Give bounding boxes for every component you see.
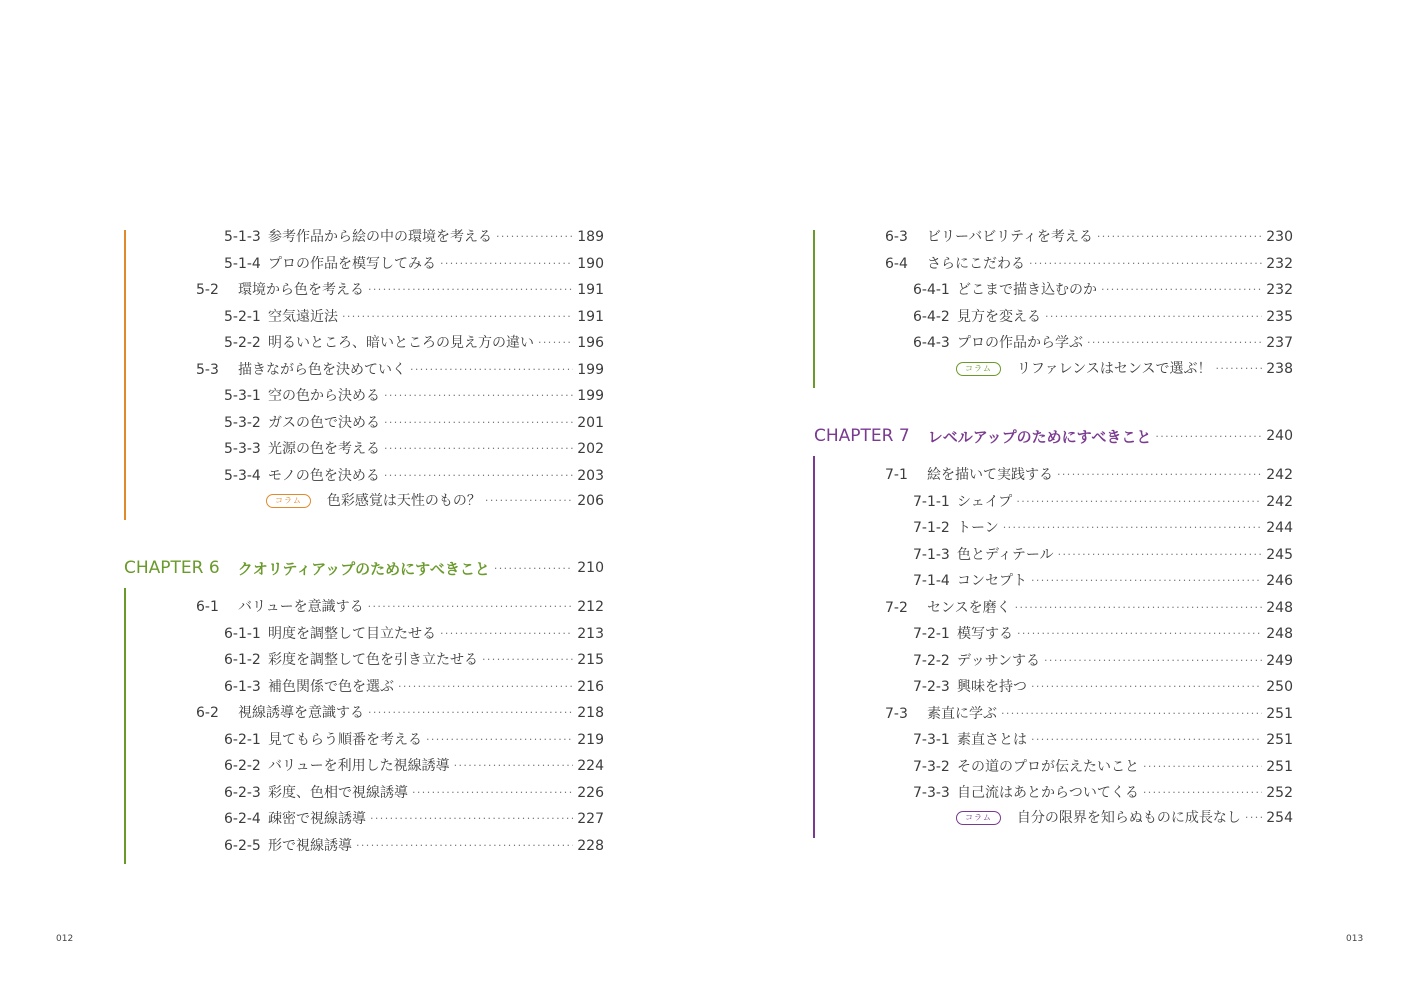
entry-number: 5-1-3 <box>224 229 261 245</box>
entry-title: 疎密で視線誘導 <box>268 811 366 827</box>
entry-number: 5-2-2 <box>224 335 261 351</box>
entry-title: 環境から色を考える <box>238 282 364 298</box>
column-title: リファレンスはセンスで選ぶ！ <box>1016 361 1212 377</box>
page-number: 196 <box>577 335 604 351</box>
entry-title: 空の色から決める <box>268 388 380 404</box>
dot-leader <box>494 562 573 575</box>
dot-leader <box>370 809 573 829</box>
page-number: 251 <box>1266 758 1293 775</box>
chapter6-color-bar <box>124 588 126 864</box>
folio-right: 013 <box>1346 934 1364 944</box>
entry-title: 光源の色を考える <box>268 441 380 457</box>
dot-leader <box>1097 227 1262 247</box>
page-number: 227 <box>577 811 604 827</box>
dot-leader <box>1155 430 1262 443</box>
toc-entry[interactable] <box>913 333 1293 353</box>
page-number: 224 <box>577 758 604 774</box>
page-number: 246 <box>1266 573 1293 589</box>
page-number: 240 <box>1266 428 1293 444</box>
page-number: 251 <box>1266 705 1293 722</box>
toc-entry[interactable] <box>885 227 1293 247</box>
entry-number: 7-1-4 <box>913 573 950 589</box>
page-number: 245 <box>1266 546 1293 563</box>
dot-leader <box>1245 808 1262 828</box>
toc-entry[interactable] <box>913 730 1293 750</box>
dot-leader <box>1057 465 1262 485</box>
entry-number: 7-3-2 <box>913 758 950 775</box>
toc-entry[interactable] <box>913 545 1293 565</box>
page-number: 189 <box>577 229 604 245</box>
page-number: 242 <box>1266 493 1293 510</box>
entry-number: 7-1-2 <box>913 520 950 536</box>
dot-leader <box>1015 598 1263 618</box>
toc-entry[interactable] <box>196 280 604 300</box>
entry-number: 5-1-4 <box>224 255 261 272</box>
page-number: 238 <box>1266 361 1293 377</box>
dot-leader <box>384 466 573 486</box>
dot-leader <box>440 624 573 644</box>
dot-leader <box>342 307 573 327</box>
entry-number: 6-1-3 <box>224 678 261 695</box>
dot-leader <box>1143 757 1262 777</box>
dot-leader <box>440 254 573 274</box>
folio-left: 012 <box>56 934 74 944</box>
toc-entry[interactable] <box>885 254 1293 274</box>
toc-entry[interactable] <box>224 809 604 829</box>
entry-title: 空気遠近法 <box>268 308 338 325</box>
column5-entry[interactable] <box>266 491 604 511</box>
toc-entry[interactable] <box>913 651 1293 671</box>
entry-number: 6-3 <box>885 229 908 245</box>
page-number: 213 <box>577 625 604 642</box>
entry-number: 5-3-4 <box>224 467 261 484</box>
dot-leader <box>412 783 573 803</box>
dot-leader <box>1143 783 1262 803</box>
entry-title: バリューを意識する <box>238 599 364 615</box>
dot-leader <box>496 227 573 247</box>
column-badge: コラム <box>956 811 1001 825</box>
toc-entry[interactable] <box>224 227 604 247</box>
entry-number: 6-4-3 <box>913 335 950 351</box>
toc-entry[interactable] <box>913 492 1293 512</box>
toc-entry[interactable] <box>913 757 1293 777</box>
page-number: 244 <box>1266 520 1293 536</box>
page-number: 251 <box>1266 732 1293 748</box>
entry-number: 6-4-2 <box>913 308 950 325</box>
toc-entry[interactable] <box>196 597 604 617</box>
entry-title: プロの作品から学ぶ <box>957 335 1083 351</box>
dot-leader <box>1031 730 1262 750</box>
page-number: 219 <box>577 731 604 748</box>
toc-entry[interactable] <box>224 677 604 697</box>
page-number: 232 <box>1266 255 1293 272</box>
dot-leader <box>485 491 573 511</box>
entry-number: 7-1-1 <box>913 493 950 510</box>
dot-leader <box>1029 254 1262 274</box>
entry-title: センスを磨く <box>927 599 1011 616</box>
page-number: 226 <box>577 784 604 801</box>
toc-entry[interactable] <box>913 280 1293 300</box>
entry-number: 5-3 <box>196 361 219 378</box>
entry-title: 素直に学ぶ <box>927 705 997 722</box>
dot-leader <box>482 650 573 670</box>
entry-number: 5-3-3 <box>224 441 261 457</box>
toc-entry[interactable] <box>224 466 604 486</box>
entry-title: ガスの色で決める <box>268 414 380 431</box>
page-number: 199 <box>577 361 604 378</box>
entry-title: その道のプロが伝えたいこと <box>957 758 1139 775</box>
page-number: 249 <box>1266 652 1293 669</box>
entry-number: 6-2 <box>196 705 219 721</box>
dot-leader <box>1215 359 1262 379</box>
entry-number: 7-2 <box>885 599 908 616</box>
dot-leader <box>1017 624 1262 644</box>
entry-title: プロの作品を模写してみる <box>268 255 436 272</box>
entry-number: 7-3 <box>885 705 908 722</box>
dot-leader <box>1044 651 1262 671</box>
page-number: 206 <box>577 493 604 509</box>
dot-leader <box>426 730 573 750</box>
entry-title: モノの色を決める <box>268 467 380 484</box>
chapter7-color-bar <box>813 456 815 838</box>
entry-title: 描きながら色を決めていく <box>238 361 406 378</box>
entry-title: 絵を描いて実践する <box>927 467 1053 483</box>
page-number: 235 <box>1266 308 1293 325</box>
page-number: 190 <box>577 255 604 272</box>
entry-number: 7-1-3 <box>913 546 950 563</box>
dot-leader <box>1001 704 1262 724</box>
entry-title: 自己流はあとからついてくる <box>957 785 1139 801</box>
toc-entry[interactable] <box>885 704 1293 724</box>
page-number: 210 <box>577 560 604 576</box>
entry-title: 彩度、色相で視線誘導 <box>268 784 408 801</box>
entry-title: 彩度を調整して色を引き立たせる <box>268 652 478 668</box>
entry-title: 色とディテール <box>957 546 1054 563</box>
toc-entry[interactable] <box>196 703 604 723</box>
dot-leader <box>368 597 574 617</box>
entry-number: 7-2-3 <box>913 679 950 695</box>
page-number: 202 <box>577 441 604 457</box>
entry-number: 6-2-5 <box>224 837 261 854</box>
toc-entry[interactable] <box>224 624 604 644</box>
page-number: 237 <box>1266 335 1293 351</box>
entry-title: コンセプト <box>957 573 1027 589</box>
toc-entry[interactable] <box>913 571 1293 591</box>
page-number: 201 <box>577 414 604 431</box>
page-number: 191 <box>577 308 604 325</box>
entry-title: 参考作品から絵の中の環境を考える <box>268 229 492 245</box>
entry-number: 6-2-3 <box>224 784 261 801</box>
column6-entry[interactable] <box>956 359 1293 379</box>
toc-entry[interactable] <box>224 756 604 776</box>
entry-title: デッサンする <box>957 652 1041 669</box>
dot-leader <box>368 280 573 300</box>
toc-entry[interactable] <box>224 333 604 353</box>
page-number: 203 <box>577 467 604 484</box>
chapter7-heading[interactable] <box>814 424 1293 448</box>
entry-number: 5-2-1 <box>224 308 261 325</box>
dot-leader <box>454 756 574 776</box>
chapter5-color-bar <box>124 230 126 520</box>
page-number: 242 <box>1266 467 1293 483</box>
entry-title: 見方を変える <box>957 308 1041 325</box>
toc-entry[interactable] <box>224 386 604 406</box>
page-number: 254 <box>1266 810 1293 826</box>
entry-number: 7-3-3 <box>913 785 950 801</box>
chapter-label: CHAPTER 6 <box>124 558 220 578</box>
entry-number: 6-4 <box>885 255 908 272</box>
page-number: 216 <box>577 678 604 695</box>
chapter6-heading[interactable] <box>124 556 604 580</box>
entry-number: 6-2-2 <box>224 758 261 774</box>
dot-leader <box>356 836 573 856</box>
entry-title: 興味を持つ <box>957 679 1027 695</box>
dot-leader <box>1031 571 1262 591</box>
page-number: 248 <box>1266 599 1293 616</box>
page-number: 250 <box>1266 679 1293 695</box>
dot-leader <box>1087 333 1262 353</box>
entry-title: 見てもらう順番を考える <box>268 731 422 748</box>
page-number: 199 <box>577 388 604 404</box>
entry-number: 6-2-4 <box>224 811 261 827</box>
entry-title: 視線誘導を意識する <box>238 705 364 721</box>
entry-number: 5-3-1 <box>224 388 261 404</box>
page-number: 252 <box>1266 785 1293 801</box>
toc-entry[interactable] <box>885 465 1293 485</box>
chapter-title: クオリティアップのためにすべきこと <box>237 559 490 578</box>
dot-leader <box>384 386 573 406</box>
toc-entry[interactable] <box>224 254 604 274</box>
chapter-label: CHAPTER 7 <box>814 426 910 446</box>
toc-entry[interactable] <box>913 677 1293 697</box>
toc-entry[interactable] <box>913 624 1293 644</box>
dot-leader <box>1101 280 1262 300</box>
toc-entry[interactable] <box>885 598 1293 618</box>
toc-entry[interactable] <box>224 783 604 803</box>
page-number: 215 <box>577 652 604 668</box>
entry-number: 6-4-1 <box>913 282 950 298</box>
page-number: 232 <box>1266 282 1293 298</box>
chapter-title: レベルアップのためにすべきこと <box>927 427 1152 446</box>
page-number: 228 <box>577 837 604 854</box>
entry-title: 明度を調整して目立たせる <box>268 625 436 642</box>
entry-title: バリューを利用した視線誘導 <box>268 758 450 774</box>
page-number: 230 <box>1266 229 1293 245</box>
page-number: 212 <box>577 599 604 615</box>
entry-title: シェイプ <box>957 493 1013 510</box>
entry-title: トーン <box>957 520 999 536</box>
dot-leader <box>384 413 573 433</box>
dot-leader <box>1016 492 1262 512</box>
right-page <box>710 0 1420 993</box>
column-badge: コラム <box>956 362 1001 376</box>
entry-title: 補色関係で色を選ぶ <box>268 678 394 695</box>
entry-title: どこまで描き込むのか <box>957 282 1097 298</box>
dot-leader <box>538 333 573 353</box>
entry-number: 6-1-1 <box>224 625 261 642</box>
dot-leader <box>384 439 573 459</box>
toc-entry[interactable] <box>913 783 1293 803</box>
dot-leader <box>368 703 573 723</box>
dot-leader <box>1045 307 1262 327</box>
entry-number: 5-3-2 <box>224 414 261 431</box>
chapter6-color-bar <box>813 230 815 388</box>
toc-entry[interactable] <box>224 730 604 750</box>
toc-entry[interactable] <box>224 650 604 670</box>
dot-leader <box>1031 677 1262 697</box>
entry-title: さらにこだわる <box>927 255 1025 272</box>
entry-title: 素直さとは <box>957 732 1027 748</box>
entry-number: 6-1-2 <box>224 652 261 668</box>
page-number: 248 <box>1266 626 1293 642</box>
toc-entry[interactable] <box>196 360 604 380</box>
toc-entry[interactable] <box>224 307 604 327</box>
toc-entry[interactable] <box>913 518 1293 538</box>
page-number: 191 <box>577 282 604 298</box>
dot-leader <box>398 677 573 697</box>
entry-number: 7-1 <box>885 467 908 483</box>
entry-number: 6-1 <box>196 599 219 615</box>
entry-title: 形で視線誘導 <box>268 837 352 854</box>
entry-title: 模写する <box>957 626 1013 642</box>
toc-entry[interactable] <box>224 413 604 433</box>
column-badge: コラム <box>266 494 311 508</box>
dot-leader <box>1003 518 1263 538</box>
entry-number: 6-2-1 <box>224 731 261 748</box>
entry-number: 7-3-1 <box>913 732 950 748</box>
entry-title: ビリーバビリティを考える <box>927 229 1093 245</box>
entry-number: 7-2-2 <box>913 652 950 669</box>
column7-entry[interactable] <box>956 808 1293 828</box>
toc-entry[interactable] <box>224 439 604 459</box>
entry-title: 明るいところ、暗いところの見え方の違い <box>268 335 534 351</box>
entry-number: 7-2-1 <box>913 626 950 642</box>
column-title: 自分の限界を知らぬものに成長なし <box>1016 810 1241 826</box>
toc-entry[interactable] <box>224 836 604 856</box>
page-number: 218 <box>577 705 604 721</box>
dot-leader <box>410 360 573 380</box>
column-title: 色彩感覚は天性のもの？ <box>326 493 481 509</box>
entry-number: 5-2 <box>196 282 219 298</box>
dot-leader <box>1058 545 1263 565</box>
toc-entry[interactable] <box>913 307 1293 327</box>
